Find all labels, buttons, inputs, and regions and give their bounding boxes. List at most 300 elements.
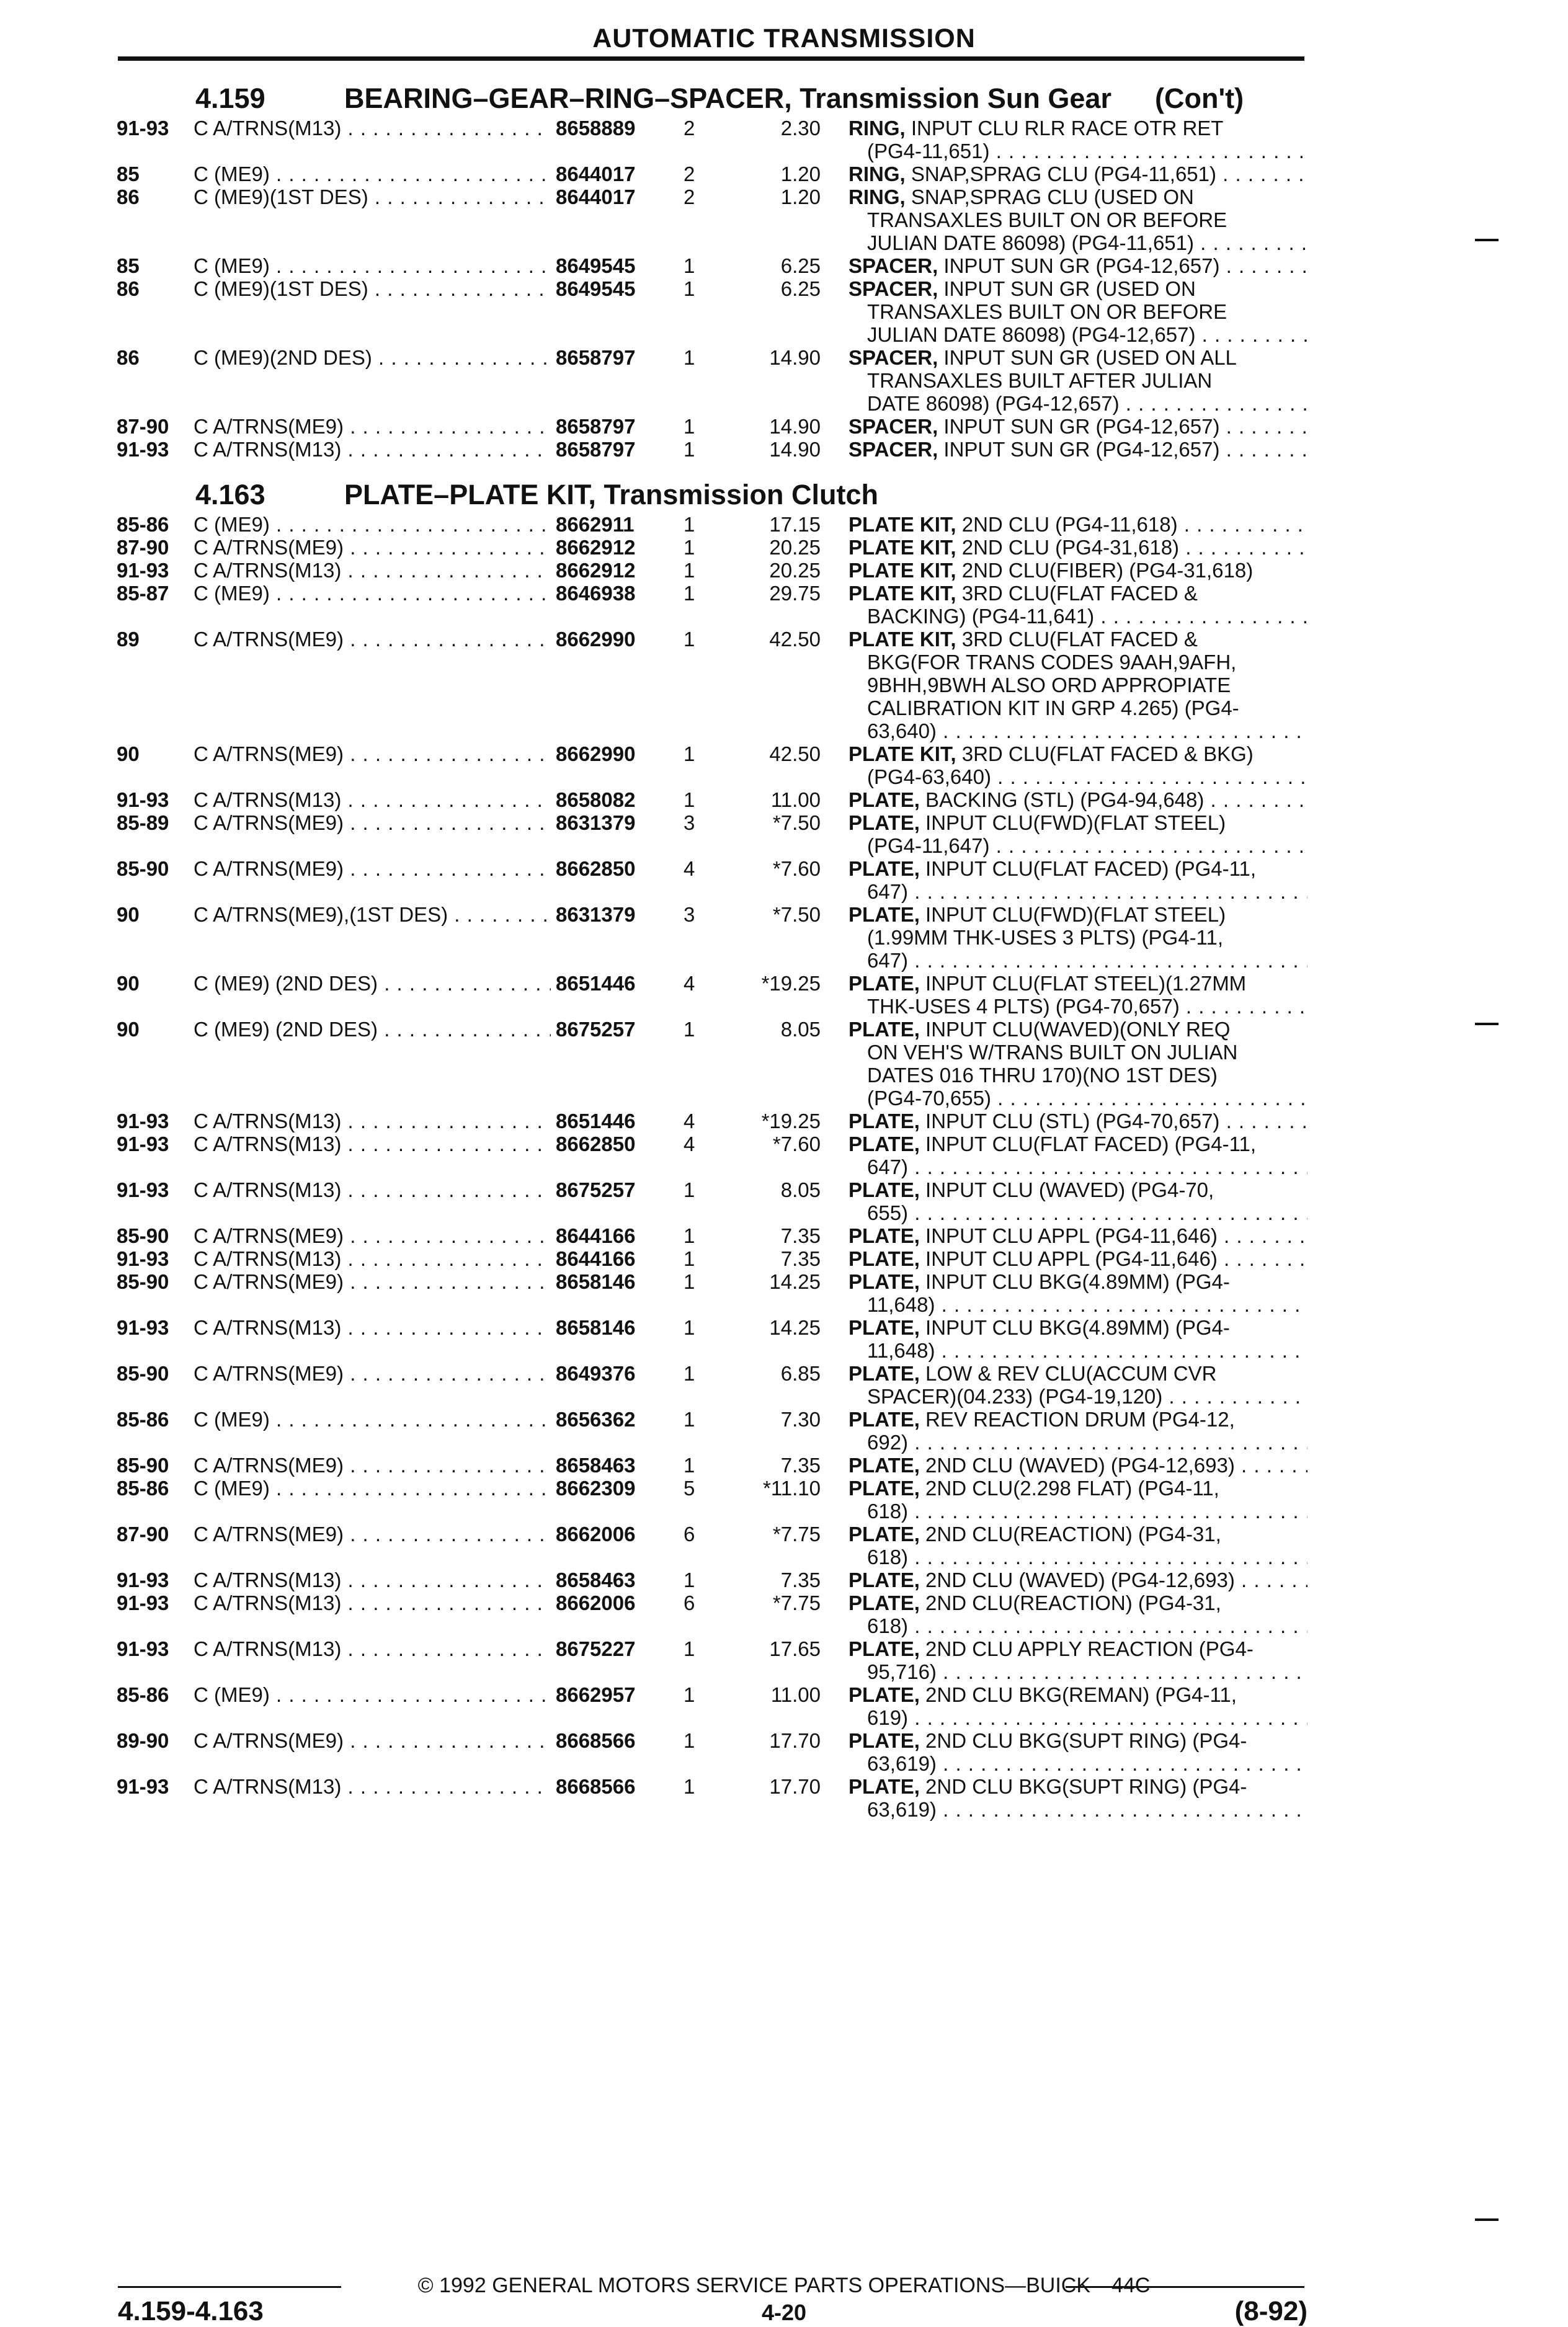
part-number: 8649545 bbox=[551, 277, 680, 300]
parts-row bbox=[117, 1018, 1307, 1110]
description-line bbox=[849, 1523, 1307, 1546]
part-number: 8675257 bbox=[551, 1018, 680, 1041]
description bbox=[849, 1637, 1307, 1683]
description-text: 2ND CLU (PG4-31,618) bbox=[956, 536, 1180, 559]
description bbox=[849, 788, 1307, 811]
description-text: TRANSAXLES BUILT ON OR BEFORE bbox=[867, 208, 1227, 231]
parts-row bbox=[117, 1523, 1307, 1568]
description-text: 3RD CLU(FLAT FACED & bbox=[956, 582, 1198, 605]
parts-row bbox=[117, 1637, 1307, 1683]
description-text: 9BHH,9BWH ALSO ORD APPROPIATE bbox=[867, 674, 1231, 696]
description-text: 647) bbox=[867, 949, 909, 972]
description-line bbox=[849, 1729, 1307, 1752]
description-line bbox=[849, 1178, 1307, 1201]
price: 7.35 bbox=[780, 1568, 821, 1591]
description bbox=[849, 1224, 1307, 1247]
quantity: 1 bbox=[684, 1018, 695, 1041]
description-line bbox=[849, 880, 1307, 903]
description-line bbox=[849, 1408, 1307, 1431]
description bbox=[849, 536, 1307, 559]
description-text: INPUT SUN GR (USED ON bbox=[938, 277, 1196, 300]
part-keyword: PLATE, bbox=[849, 1477, 920, 1500]
part-number: 8651446 bbox=[551, 1110, 680, 1132]
parts-row bbox=[117, 185, 1307, 254]
description-text: JULIAN DATE 86098) (PG4-11,651) bbox=[867, 231, 1195, 254]
description bbox=[849, 513, 1307, 536]
part-keyword: PLATE, bbox=[849, 1316, 920, 1339]
model-code: C (ME9) (2ND DES) . . . bbox=[194, 972, 651, 995]
description bbox=[849, 1477, 1307, 1523]
price: 2.30 bbox=[780, 117, 821, 140]
price: 7.35 bbox=[780, 1247, 821, 1270]
description-text: 692) bbox=[867, 1431, 909, 1454]
model-code: C A/TRNS(ME9) . . . bbox=[194, 536, 651, 559]
part-keyword: PLATE KIT, bbox=[849, 536, 956, 559]
part-keyword: PLATE, bbox=[849, 1683, 920, 1706]
description-line bbox=[849, 1110, 1307, 1132]
description-line bbox=[849, 438, 1307, 461]
description-line bbox=[849, 1614, 1307, 1637]
description-text: 619) bbox=[867, 1706, 909, 1729]
section-title bbox=[195, 478, 878, 512]
description bbox=[849, 1178, 1307, 1224]
part-number: 8662006 bbox=[551, 1523, 680, 1546]
part-number: 8644017 bbox=[551, 162, 680, 185]
description bbox=[849, 1775, 1307, 1821]
description-line bbox=[849, 857, 1307, 880]
description-text: 95,716) bbox=[867, 1660, 937, 1683]
quantity: 4 bbox=[684, 972, 695, 995]
description bbox=[849, 254, 1307, 277]
description-text: INPUT CLU(FLAT FACED) (PG4-11, bbox=[919, 857, 1257, 880]
description-line bbox=[849, 719, 1307, 742]
part-number: 8644166 bbox=[551, 1224, 680, 1247]
model-year: 85-90 bbox=[117, 1362, 169, 1385]
model-code: C (ME9) . . . bbox=[194, 162, 651, 185]
price: *11.10 bbox=[763, 1477, 821, 1500]
price: 14.90 bbox=[769, 346, 821, 369]
price: *7.60 bbox=[772, 1132, 821, 1155]
description-line bbox=[849, 696, 1307, 719]
part-keyword: RING, bbox=[849, 185, 906, 208]
description-text: INPUT SUN GR (PG4-12,657) bbox=[938, 438, 1220, 461]
quantity: 1 bbox=[684, 536, 695, 559]
model-code: C A/TRNS(M13) . . . bbox=[194, 117, 651, 140]
description-text: 3RD CLU(FLAT FACED & bbox=[956, 628, 1198, 651]
footer-copyright: © 1992 GENERAL MOTORS SERVICE PARTS OPERATIONS—BUICK—44C bbox=[417, 2274, 1151, 2297]
part-number: 8662912 bbox=[551, 536, 680, 559]
price: *7.75 bbox=[772, 1523, 821, 1546]
model-code: C A/TRNS(M13) . . . bbox=[194, 1316, 651, 1339]
description-line bbox=[849, 231, 1307, 254]
price: 6.85 bbox=[780, 1362, 821, 1385]
quantity: 4 bbox=[684, 857, 695, 880]
part-number: 8644017 bbox=[551, 185, 680, 208]
section-name: PLATE–PLATE KIT, Transmission Clutch bbox=[344, 479, 878, 510]
part-keyword: PLATE, bbox=[849, 1270, 920, 1293]
description bbox=[849, 972, 1307, 1018]
model-code: C A/TRNS(M13) . . . bbox=[194, 1775, 651, 1798]
parts-row bbox=[117, 1683, 1307, 1729]
model-year: 90 bbox=[117, 903, 140, 926]
part-keyword: PLATE, bbox=[849, 1247, 920, 1270]
model-code: C A/TRNS(ME9),(1ST DES) . . . bbox=[194, 903, 651, 926]
model-code: C (ME9)(2ND DES) . . . bbox=[194, 346, 651, 369]
description-line bbox=[849, 1018, 1307, 1041]
part-number: 8658082 bbox=[551, 788, 680, 811]
description-text: 3RD CLU(FLAT FACED & BKG) bbox=[956, 742, 1254, 765]
part-number: 8662990 bbox=[551, 742, 680, 765]
model-year: 85 bbox=[117, 254, 140, 277]
parts-row bbox=[117, 1729, 1307, 1775]
description-line bbox=[849, 369, 1307, 392]
part-keyword: SPACER, bbox=[849, 438, 938, 461]
description-line bbox=[849, 1247, 1307, 1270]
model-code: C A/TRNS(M13) . . . bbox=[194, 1132, 651, 1155]
description bbox=[849, 1316, 1307, 1362]
model-year: 90 bbox=[117, 742, 140, 765]
description-text: TRANSAXLES BUILT AFTER JULIAN bbox=[867, 369, 1213, 392]
description-line bbox=[849, 834, 1307, 857]
model-code: C (ME9) . . . bbox=[194, 1477, 651, 1500]
part-number: 8658797 bbox=[551, 415, 680, 438]
parts-row bbox=[117, 346, 1307, 415]
description-line bbox=[849, 1385, 1307, 1408]
description-line bbox=[849, 162, 1307, 185]
model-code: C (ME9) . . . bbox=[194, 254, 651, 277]
quantity: 1 bbox=[684, 1568, 695, 1591]
description-line bbox=[849, 903, 1307, 926]
description bbox=[849, 1362, 1307, 1408]
part-number: 8675227 bbox=[551, 1637, 680, 1660]
part-number: 8631379 bbox=[551, 811, 680, 834]
parts-row bbox=[117, 1132, 1307, 1178]
description bbox=[849, 185, 1307, 254]
description-line bbox=[849, 1546, 1307, 1568]
description-line bbox=[849, 1339, 1307, 1362]
description-line bbox=[849, 254, 1307, 277]
description bbox=[849, 1110, 1307, 1132]
model-year: 91-93 bbox=[117, 1247, 169, 1270]
model-code: C A/TRNS(ME9) . . . bbox=[194, 1224, 651, 1247]
description-text: INPUT CLU APPL (PG4-11,646) bbox=[919, 1247, 1218, 1270]
description bbox=[849, 415, 1307, 438]
description-text: INPUT SUN GR (USED ON ALL bbox=[938, 346, 1237, 369]
part-keyword: PLATE KIT, bbox=[849, 559, 956, 582]
parts-row bbox=[117, 1362, 1307, 1408]
model-year: 91-93 bbox=[117, 1132, 169, 1155]
description-text: DATE 86098) (PG4-12,657) bbox=[867, 392, 1120, 415]
part-keyword: PLATE, bbox=[849, 1568, 920, 1591]
price: 17.70 bbox=[769, 1729, 821, 1752]
model-code: C A/TRNS(ME9) . . . bbox=[194, 1362, 651, 1385]
description-text: (PG4-70,655) bbox=[867, 1087, 991, 1110]
part-number: 8662912 bbox=[551, 559, 680, 582]
parts-row bbox=[117, 162, 1307, 185]
quantity: 4 bbox=[684, 1110, 695, 1132]
parts-row bbox=[117, 788, 1307, 811]
description bbox=[849, 1729, 1307, 1775]
model-year: 85-86 bbox=[117, 1477, 169, 1500]
part-number: 8658889 bbox=[551, 117, 680, 140]
model-code: C A/TRNS(M13) . . . bbox=[194, 1178, 651, 1201]
description-line bbox=[849, 1591, 1307, 1614]
description-line bbox=[849, 605, 1307, 628]
price: 11.00 bbox=[770, 788, 821, 811]
model-year: 85-90 bbox=[117, 1270, 169, 1293]
parts-row bbox=[117, 1270, 1307, 1316]
model-year: 91-93 bbox=[117, 1775, 169, 1798]
model-code: C A/TRNS(ME9) . . . bbox=[194, 857, 651, 880]
description-text: (PG4-11,651) bbox=[867, 140, 990, 162]
quantity: 1 bbox=[684, 1270, 695, 1293]
model-year: 91-93 bbox=[117, 438, 169, 461]
quantity: 1 bbox=[684, 628, 695, 651]
header-rule bbox=[118, 56, 1304, 61]
model-year: 91-93 bbox=[117, 1178, 169, 1201]
description-text: 655) bbox=[867, 1201, 909, 1224]
part-keyword: PLATE, bbox=[849, 857, 920, 880]
part-number: 8662006 bbox=[551, 1591, 680, 1614]
description-line bbox=[849, 185, 1307, 208]
description-line bbox=[849, 788, 1307, 811]
part-keyword: PLATE, bbox=[849, 1523, 920, 1546]
parts-row bbox=[117, 903, 1307, 972]
parts-row bbox=[117, 536, 1307, 559]
price: 17.15 bbox=[769, 513, 821, 536]
description-text: BACKING (STL) (PG4-94,648) bbox=[919, 788, 1205, 811]
description-text: INPUT SUN GR (PG4-12,657) bbox=[938, 415, 1220, 438]
parts-row bbox=[117, 742, 1307, 788]
description bbox=[849, 903, 1307, 972]
model-code: C (ME9) . . . bbox=[194, 582, 651, 605]
description-text: 2ND CLU BKG(REMAN) (PG4-11, bbox=[919, 1683, 1237, 1706]
description-text: SNAP,SPRAG CLU (PG4-11,651) bbox=[905, 162, 1216, 185]
part-number: 8662850 bbox=[551, 1132, 680, 1155]
description-text: (1.99MM THK-USES 3 PLTS) (PG4-11, bbox=[867, 926, 1223, 949]
part-number: 8662911 bbox=[551, 513, 680, 536]
part-keyword: PLATE, bbox=[849, 1408, 920, 1431]
part-keyword: SPACER, bbox=[849, 277, 938, 300]
quantity: 1 bbox=[684, 1178, 695, 1201]
price: 7.30 bbox=[780, 1408, 821, 1431]
quantity: 1 bbox=[684, 1729, 695, 1752]
description bbox=[849, 1568, 1307, 1591]
description-line bbox=[849, 1660, 1307, 1683]
description-text: INPUT CLU(FWD)(FLAT STEEL) bbox=[919, 903, 1226, 926]
price: 1.20 bbox=[780, 185, 821, 208]
quantity: 2 bbox=[684, 117, 695, 140]
description-text: INPUT CLU APPL (PG4-11,646) bbox=[919, 1224, 1218, 1247]
part-keyword: RING, bbox=[849, 117, 906, 140]
model-code: C (ME9) . . . bbox=[194, 513, 651, 536]
description-text: 618) bbox=[867, 1546, 909, 1568]
price: 14.90 bbox=[769, 438, 821, 461]
model-year: 87-90 bbox=[117, 1523, 169, 1546]
price: 1.20 bbox=[780, 162, 821, 185]
part-keyword: PLATE, bbox=[849, 1637, 920, 1660]
part-keyword: PLATE, bbox=[849, 1018, 920, 1041]
description bbox=[849, 346, 1307, 415]
description bbox=[849, 438, 1307, 461]
footer-date-code: (8-92) bbox=[1234, 2296, 1307, 2326]
description bbox=[849, 1591, 1307, 1637]
part-number: 8658797 bbox=[551, 438, 680, 461]
description-text: BKG(FOR TRANS CODES 9AAH,9AFH, bbox=[867, 651, 1237, 674]
description-text: 618) bbox=[867, 1500, 909, 1523]
description-line bbox=[849, 1431, 1307, 1454]
model-code: C (ME9) (2ND DES) . . . bbox=[194, 1018, 651, 1041]
description-text: 63,619) bbox=[867, 1798, 937, 1821]
parts-row bbox=[117, 277, 1307, 346]
description-text: INPUT CLU BKG(4.89MM) (PG4- bbox=[919, 1316, 1230, 1339]
section-title bbox=[195, 81, 1244, 116]
description bbox=[849, 1270, 1307, 1316]
model-year: 91-93 bbox=[117, 1637, 169, 1660]
description-line bbox=[849, 972, 1307, 995]
part-keyword: PLATE, bbox=[849, 1362, 920, 1385]
parts-row bbox=[117, 1224, 1307, 1247]
parts-row bbox=[117, 811, 1307, 857]
description-text: INPUT CLU(WAVED)(ONLY REQ bbox=[919, 1018, 1231, 1041]
quantity: 3 bbox=[684, 903, 695, 926]
description-line bbox=[849, 742, 1307, 765]
margin-mark bbox=[1475, 239, 1499, 241]
model-code: C A/TRNS(ME9) . . . bbox=[194, 1454, 651, 1477]
description bbox=[849, 857, 1307, 903]
part-keyword: PLATE, bbox=[849, 788, 920, 811]
description-line bbox=[849, 765, 1307, 788]
parts-row bbox=[117, 513, 1307, 536]
description bbox=[849, 582, 1307, 628]
description-line bbox=[849, 926, 1307, 949]
section-number: 4.159 bbox=[195, 82, 265, 114]
part-number: 8668566 bbox=[551, 1729, 680, 1752]
description-line bbox=[849, 1041, 1307, 1064]
quantity: 1 bbox=[684, 788, 695, 811]
price: 8.05 bbox=[780, 1018, 821, 1041]
model-code: C (ME9) . . . bbox=[194, 1683, 651, 1706]
model-code: C A/TRNS(ME9) . . . bbox=[194, 1523, 651, 1546]
quantity: 1 bbox=[684, 1224, 695, 1247]
model-code: C A/TRNS(M13) . . . bbox=[194, 559, 651, 582]
description bbox=[849, 117, 1307, 162]
description-line bbox=[849, 1798, 1307, 1821]
model-code: C A/TRNS(M13) . . . bbox=[194, 788, 651, 811]
description-line bbox=[849, 1683, 1307, 1706]
description-line bbox=[849, 392, 1307, 415]
description-line bbox=[849, 1087, 1307, 1110]
model-year: 91-93 bbox=[117, 1568, 169, 1591]
description-line bbox=[849, 1454, 1307, 1477]
parts-row bbox=[117, 1591, 1307, 1637]
description bbox=[849, 1247, 1307, 1270]
description-text: (PG4-63,640) bbox=[867, 765, 991, 788]
model-year: 85 bbox=[117, 162, 140, 185]
description-text: LOW & REV CLU(ACCUM CVR bbox=[919, 1362, 1217, 1385]
quantity: 1 bbox=[684, 513, 695, 536]
description bbox=[849, 1683, 1307, 1729]
description-text: ON VEH'S W/TRANS BUILT ON JULIAN bbox=[867, 1041, 1238, 1064]
part-keyword: SPACER, bbox=[849, 415, 938, 438]
model-year: 85-90 bbox=[117, 1224, 169, 1247]
description-text: INPUT CLU(FLAT FACED) (PG4-11, bbox=[919, 1132, 1257, 1155]
section-name: BEARING–GEAR–RING–SPACER, Transmission Sun Gear bbox=[344, 82, 1111, 114]
description-text: INPUT CLU BKG(4.89MM) (PG4- bbox=[919, 1270, 1230, 1293]
quantity: 1 bbox=[684, 1775, 695, 1798]
description-text: INPUT CLU RLR RACE OTR RET bbox=[905, 117, 1224, 140]
model-year: 91-93 bbox=[117, 1316, 169, 1339]
description-line bbox=[849, 208, 1307, 231]
part-keyword: SPACER, bbox=[849, 254, 938, 277]
price: 14.25 bbox=[769, 1316, 821, 1339]
model-code: C A/TRNS(ME9) . . . bbox=[194, 415, 651, 438]
model-code: C A/TRNS(M13) . . . bbox=[194, 438, 651, 461]
part-number: 8658797 bbox=[551, 346, 680, 369]
section-number: 4.163 bbox=[195, 479, 265, 510]
description-line bbox=[849, 536, 1307, 559]
description-text: 647) bbox=[867, 1155, 909, 1178]
model-code: C A/TRNS(ME9) . . . bbox=[194, 811, 651, 834]
price: *7.60 bbox=[772, 857, 821, 880]
description-text: SPACER)(04.233) (PG4-19,120) bbox=[867, 1385, 1163, 1408]
description bbox=[849, 628, 1307, 742]
part-number: 8656362 bbox=[551, 1408, 680, 1431]
part-keyword: PLATE KIT, bbox=[849, 582, 956, 605]
part-keyword: PLATE, bbox=[849, 1729, 920, 1752]
quantity: 1 bbox=[684, 277, 695, 300]
parts-row bbox=[117, 582, 1307, 628]
description-text: 2ND CLU(REACTION) (PG4-31, bbox=[919, 1591, 1221, 1614]
model-year: 87-90 bbox=[117, 536, 169, 559]
model-code: C A/TRNS(M13) . . . bbox=[194, 1110, 651, 1132]
description-text: 11,648) bbox=[867, 1293, 935, 1316]
price: 29.75 bbox=[769, 582, 821, 605]
part-number: 8631379 bbox=[551, 903, 680, 926]
price: 6.25 bbox=[780, 277, 821, 300]
part-keyword: SPACER, bbox=[849, 346, 938, 369]
description bbox=[849, 162, 1307, 185]
model-year: 91-93 bbox=[117, 1110, 169, 1132]
description-text: 618) bbox=[867, 1614, 909, 1637]
description-line bbox=[849, 513, 1307, 536]
page-title: AUTOMATIC TRANSMISSION bbox=[592, 24, 976, 53]
description-text: 2ND CLU(FIBER) (PG4-31,618) bbox=[956, 559, 1254, 582]
description-text: 2ND CLU (WAVED) (PG4-12,693) bbox=[919, 1568, 1235, 1591]
description-text: INPUT CLU(FLAT STEEL)(1.27MM bbox=[919, 972, 1247, 995]
description-line bbox=[849, 1201, 1307, 1224]
parts-row bbox=[117, 972, 1307, 1018]
parts-row bbox=[117, 1454, 1307, 1477]
model-year: 91-93 bbox=[117, 1591, 169, 1614]
model-year: 90 bbox=[117, 972, 140, 995]
footer-page-number: 4-20 bbox=[761, 2300, 807, 2325]
part-keyword: PLATE KIT, bbox=[849, 742, 956, 765]
quantity: 1 bbox=[684, 582, 695, 605]
description-line bbox=[849, 1706, 1307, 1729]
description-text: 2ND CLU (PG4-11,618) bbox=[956, 513, 1178, 536]
model-year: 89-90 bbox=[117, 1729, 169, 1752]
description-text: JULIAN DATE 86098) (PG4-12,657) bbox=[867, 323, 1196, 346]
price: 11.00 bbox=[770, 1683, 821, 1706]
quantity: 1 bbox=[684, 559, 695, 582]
part-number: 8649376 bbox=[551, 1362, 680, 1385]
parts-row bbox=[117, 1408, 1307, 1454]
description-text: TRANSAXLES BUILT ON OR BEFORE bbox=[867, 300, 1227, 323]
description-line bbox=[849, 949, 1307, 972]
quantity: 1 bbox=[684, 1362, 695, 1385]
part-keyword: PLATE, bbox=[849, 1454, 920, 1477]
